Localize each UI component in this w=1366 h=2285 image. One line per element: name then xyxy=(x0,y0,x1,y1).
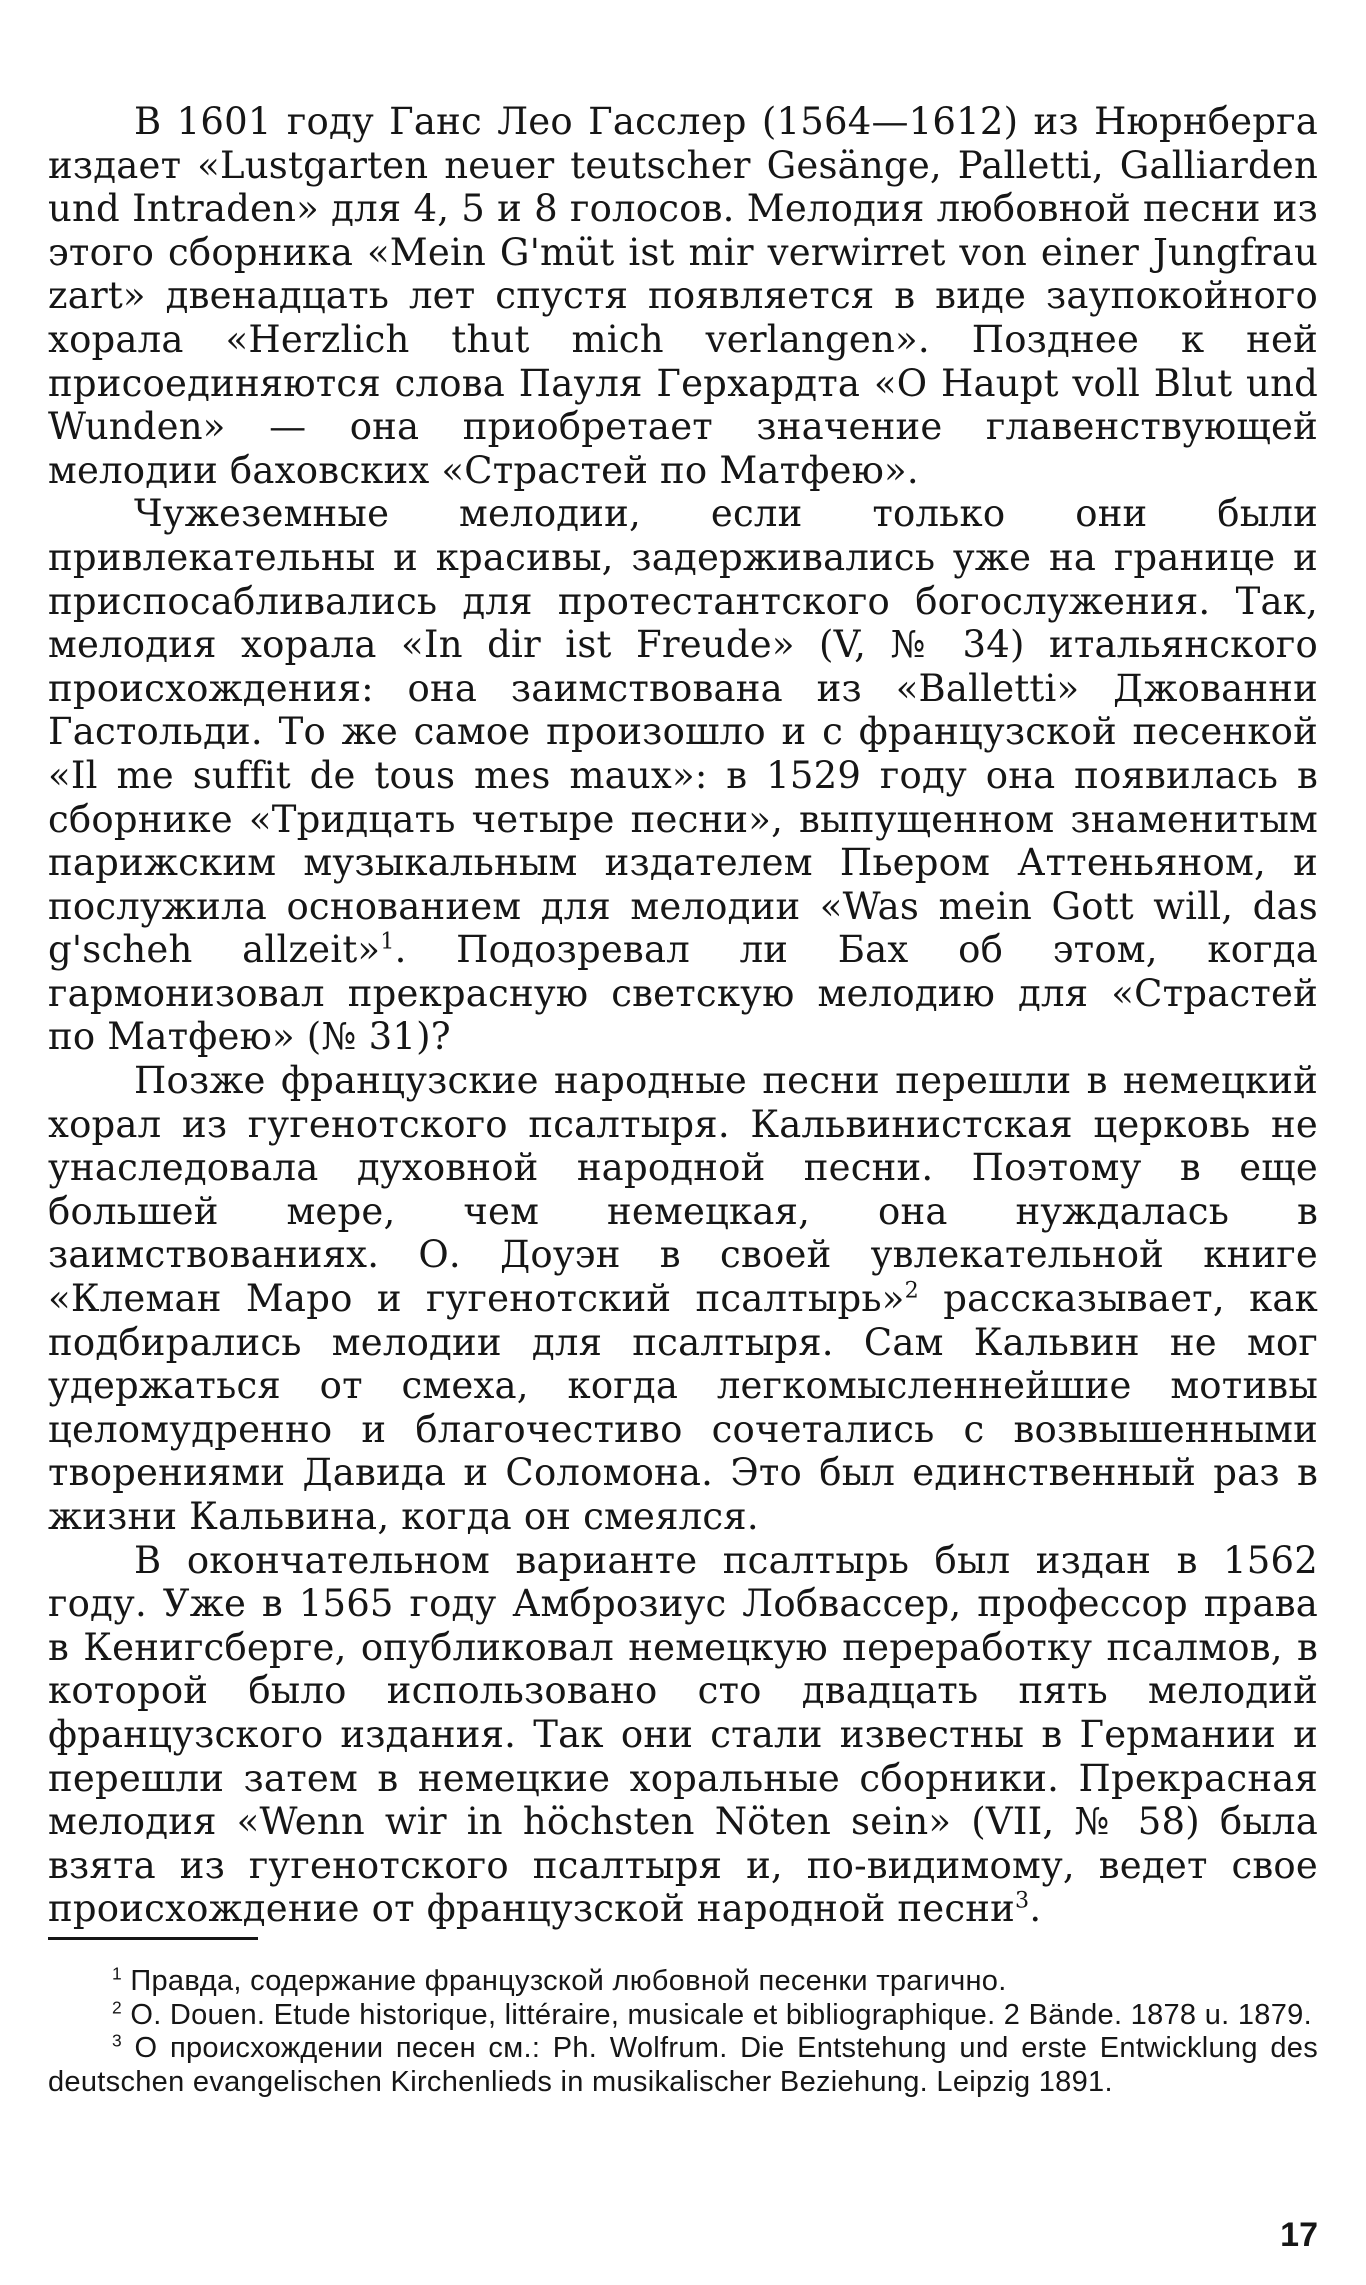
paragraph-text: В окончательном варианте псалтырь был издан в 1562 году. Уже в 1565 году Амброзиус Лобвассер, профессор права в Кенигсберге, опубликовал немецкую переработку псалмов, в которой было использовано сто двадцать пять мелодий французского издания. Так они стали известны в Германии и перешли затем в немецкие хоральные сборники. Прекрасная мелодия «Wenn wir in höchsten Nöten sein» (VII, № 58) была взята из гугенотского псалтыря и, по-видимому, ведет свое происхождение от французской народной песни xyxy=(48,1538,1318,1931)
footnote-ref-3[interactable]: 3 xyxy=(1015,1888,1030,1915)
paragraph-hassler xyxy=(48,100,1318,492)
footnote-2 xyxy=(48,1996,1318,2033)
page-number: 17 xyxy=(1280,2216,1318,2254)
paragraph-text: Чужеземные мелодии, если только они были привлекательны и красивы, задерживались уже на границе и приспосабливались для протестантского богослужения. Так, мелодия хорала «In dir ist Freude» (V, № 34) итальянского происхождения: она заимствована из «Balletti» Джованни Гастольди. То же самое произошло и с французской песенкой «Il me suffit de tous mes maux»: в 1529 году она появилась в сборнике «Тридцать четыре песни», выпущенном знаменитым парижским музыкальным издателем Пьером Аттеньяном, и послужила основанием для мелодии «Was mein Gott will, das g'scheh allzeit» xyxy=(48,492,1318,972)
footnote-text: Правда, содержание французской любовной песенки трагично. xyxy=(130,1965,1007,1997)
footnote-mark: 1 xyxy=(112,1963,122,1984)
footnote-1 xyxy=(48,1965,1318,1999)
footnotes xyxy=(48,1965,1318,2099)
paragraph-text: Позже французские народные песни перешли в немецкий хорал из гугенотского псалтыря. Кальвинистская церковь не унаследовала духовной народной песни. Поэтому в еще большей мере, чем немецкая, она нуждалась в заимствованиях. О. Доуэн в своей увлекательной книге «Клеман Маро и гугенотский псалтырь» xyxy=(48,1059,1318,1321)
paragraph-text-continued: . Подозревал ли Бах об этом, когда гармонизовал прекрасную светскую мелодию для «Страстей по Матфею» (№ 31)? xyxy=(48,928,1318,1059)
main-text xyxy=(48,100,1318,1931)
paragraph-text: В 1601 году Ганс Лео Гасслер (1564—1612) из Нюрнберга издает «Lustgarten neuer teutscher Gesänge, Palletti, Galliarden und Intraden» для 4, 5 и 8 голосов. Мелодия любовной песни из этого сборника «Mein G'müt ist mir verwirret von einer Jungfrau zart» двенадцать лет спустя появляется в виде заупокойного хорала «Herzlich thut mich verlangen». Позднее к ней присоединяются слова Пауля Герхардта «O Haupt voll Blut und Wunden» — она приобретает значение главенствующей мелодии баховских «Страстей по Матфею». xyxy=(48,100,1318,492)
paragraph-text-continued: . xyxy=(1029,1887,1042,1931)
footnote-ref-1[interactable]: 1 xyxy=(380,928,395,955)
footnote-mark: 2 xyxy=(112,1996,122,2017)
footnote-divider xyxy=(48,1937,258,1940)
footnote-text: О происхождении песен см.: Ph. Wolfrum. Die Entstehung und erste Entwicklung des deutschen evangelischen Kirchenlieds in musikalischer Beziehung. Leipzig 1891. xyxy=(48,2032,1318,2098)
footnote-ref-2[interactable]: 2 xyxy=(904,1277,919,1304)
footnote-mark: 3 xyxy=(112,2030,122,2051)
paragraph-huguenot-psalter xyxy=(48,1059,1318,1539)
footnote-text: O. Douen. Etude historique, littéraire, musicale et bibliographique. 2 Bände. 1878 u. 1879. xyxy=(130,1998,1312,2031)
paragraph-foreign-melodies xyxy=(48,492,1318,1059)
paragraph-final-version xyxy=(48,1539,1318,1931)
footnote-3 xyxy=(48,2032,1318,2099)
paragraph-text-continued: рассказывает, как подбирались мелодии для псалтыря. Сам Кальвин не мог удержаться от смеха, когда легкомысленнейшие мотивы целомудренно и благочестиво сочетались с возвышенными творениями Давида и Соломона. Это был единственный раз в жизни Кальвина, когда он смеялся. xyxy=(48,1277,1319,1538)
